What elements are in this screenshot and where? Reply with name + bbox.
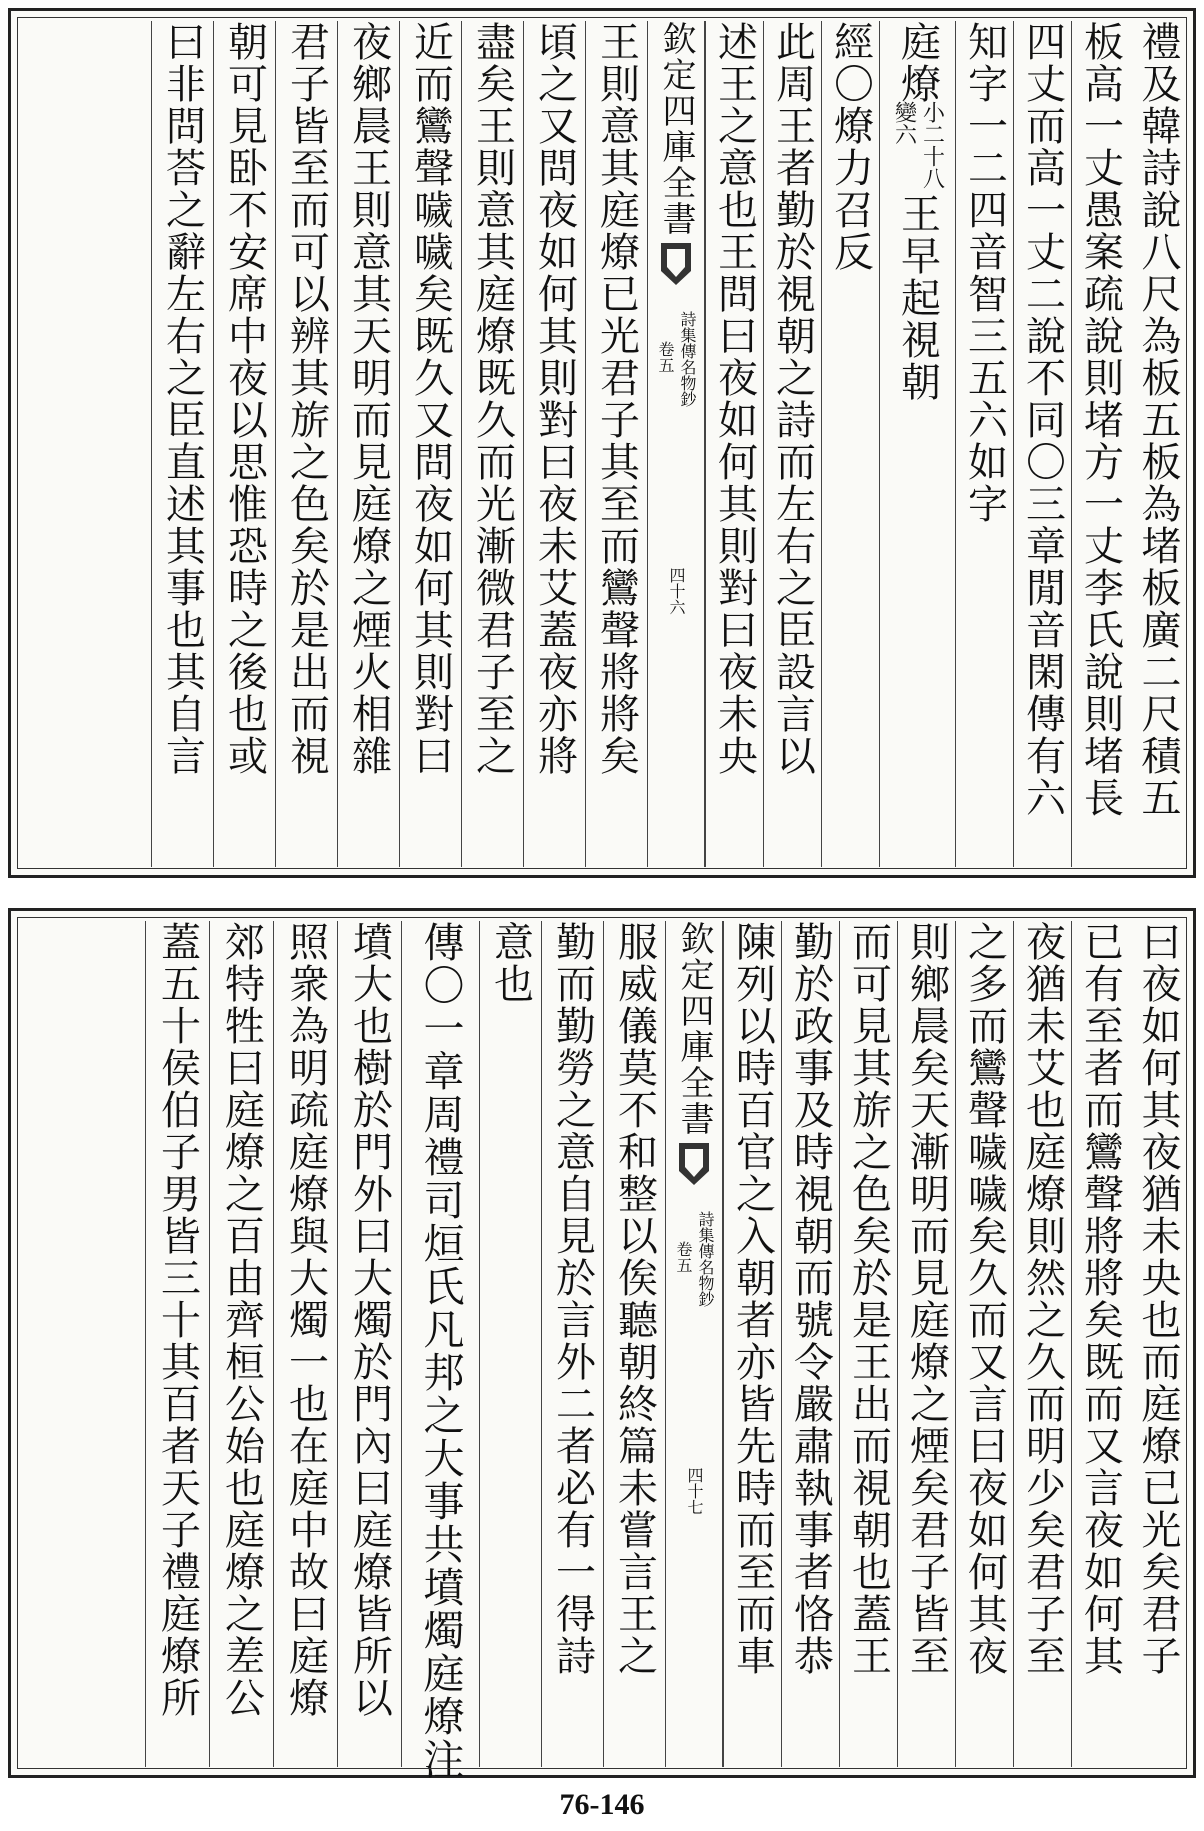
text-column xyxy=(461,21,523,867)
column-text: 傳〇一章周禮司烜氏凡邦之大事共墳燭庭燎注 xyxy=(416,921,465,1781)
text-column xyxy=(337,21,399,867)
column-text: 曰夜如何其夜猶未央也而庭燎已光矣君子 xyxy=(1135,921,1181,1677)
text-column xyxy=(897,921,955,1767)
text-column xyxy=(1129,921,1187,1767)
text-column xyxy=(479,921,541,1767)
text-column xyxy=(401,921,479,1781)
bottom-page-panel xyxy=(8,908,1196,1781)
volume-label: 卷五 xyxy=(674,1241,693,1273)
text-column xyxy=(1013,921,1071,1767)
text-column xyxy=(541,921,603,1767)
column-text: 已有至者而鸞聲將將矣既而又言夜如何其 xyxy=(1077,921,1124,1677)
text-column xyxy=(839,921,897,1767)
column-text: 知字一二四音智三五六如字 xyxy=(961,21,1008,525)
fish-tail-mark-icon xyxy=(677,1141,711,1187)
text-column xyxy=(209,921,273,1767)
column-text: 之多而鸞聲噦噦矣久而又言曰夜如何其夜 xyxy=(961,921,1008,1677)
text-column xyxy=(273,921,337,1767)
text-column xyxy=(523,21,585,867)
ode-title-column xyxy=(879,21,955,867)
ode-title: 庭燎 xyxy=(894,21,941,105)
column-text: 王則意其庭燎已光君子其至而鸞聲將將矣 xyxy=(593,21,640,777)
column-text: 禮及韓詩說八尺為板五板為堵板廣二尺積五 xyxy=(1135,21,1181,819)
text-column xyxy=(723,921,781,1767)
column-text: 四丈而高一丈二說不同〇三章閒音閑傳有六 xyxy=(1019,21,1066,819)
text-column xyxy=(1013,21,1071,867)
text-column xyxy=(145,921,209,1767)
text-column xyxy=(337,921,401,1767)
center-strip xyxy=(665,921,723,1767)
volume-label: 卷五 xyxy=(656,341,675,373)
column-text: 頃之又問夜如何其則對曰夜未艾蓋夜亦將 xyxy=(531,21,578,777)
text-column xyxy=(1071,921,1129,1767)
column-text: 盡矣王則意其庭燎既久而光漸微君子至之 xyxy=(469,21,516,777)
ode-title-tail: 王早起視朝 xyxy=(894,193,941,403)
center-strip xyxy=(647,21,705,867)
column-text: 經〇燎力召反 xyxy=(827,21,874,273)
text-column xyxy=(603,921,665,1767)
column-text: 朝可見卧不安席中夜以思惟恐時之後也或 xyxy=(221,21,268,777)
work-title: 詩集傳名物鈔 xyxy=(678,311,697,407)
book-title: 欽定四庫全書 xyxy=(656,21,696,237)
column-text: 勤於政事及時視朝而號令嚴肅執事者恪恭 xyxy=(787,921,834,1677)
top-page-panel xyxy=(8,8,1196,878)
folio-number: 四十六 xyxy=(667,567,686,615)
column-text: 蓋五十侯伯子男皆三十其百者天子禮庭燎所 xyxy=(154,921,201,1719)
ode-note: 變六 xyxy=(891,101,917,145)
text-column xyxy=(151,21,213,867)
column-text: 墳大也樹於門外曰大燭於門內曰庭燎皆所以 xyxy=(346,921,393,1719)
text-column xyxy=(821,21,879,867)
text-column xyxy=(955,21,1013,867)
page-number: 76-146 xyxy=(559,1788,645,1821)
column-text: 勤而勤勞之意自見於言外二者必有一得詩 xyxy=(549,921,596,1677)
work-title: 詩集傳名物鈔 xyxy=(696,1211,715,1307)
column-text: 陳列以時百官之入朝者亦皆先時而至而車 xyxy=(729,921,776,1677)
column-text: 此周王者勤於視朝之詩而左右之臣設言以 xyxy=(769,21,816,777)
text-column xyxy=(275,21,337,867)
text-column xyxy=(399,21,461,867)
column-text: 述王之意也王問曰夜如何其則對曰夜未央 xyxy=(711,21,758,777)
book-title: 欽定四庫全書 xyxy=(674,921,714,1137)
text-column xyxy=(213,21,275,867)
text-column xyxy=(1129,21,1187,867)
column-text: 君子皆至而可以辨其旂之色矣於是出而視 xyxy=(283,21,330,777)
column-text: 板高一丈愚案疏說則堵方一丈李氏說則堵長 xyxy=(1077,21,1124,819)
column-text: 服威儀莫不和整以俟聽朝終篇未嘗言王之 xyxy=(611,921,658,1677)
column-text: 而可見其旂之色矣於是王出而視朝也蓋王 xyxy=(845,921,892,1677)
column-text: 照衆為明疏庭燎與大燭一也在庭中故曰庭燎 xyxy=(282,921,329,1719)
column-text: 夜猶未艾也庭燎則然之久而明少矣君子至 xyxy=(1019,921,1066,1677)
fish-tail-mark-icon xyxy=(659,241,693,287)
folio-number: 四十七 xyxy=(685,1467,704,1515)
text-column xyxy=(955,921,1013,1767)
text-column xyxy=(1071,21,1129,867)
text-column xyxy=(585,21,647,867)
column-text: 近而鸞聲噦噦矣既久又問夜如何其則對曰 xyxy=(407,21,454,777)
text-column xyxy=(781,921,839,1767)
column-text: 曰非問荅之辭左右之臣直述其事也其自言 xyxy=(159,21,206,777)
column-text: 夜鄉晨王則意其天明而見庭燎之煙火相雜 xyxy=(345,21,392,777)
text-column xyxy=(705,21,763,867)
text-column xyxy=(763,21,821,867)
ode-note: 小二十八 xyxy=(919,101,945,189)
column-text: 意也 xyxy=(487,921,534,1005)
column-text: 則鄉晨矣天漸明而見庭燎之煙矣君子皆至 xyxy=(903,921,950,1677)
column-text: 郊特牲曰庭燎之百由齊桓公始也庭燎之差公 xyxy=(218,921,265,1719)
